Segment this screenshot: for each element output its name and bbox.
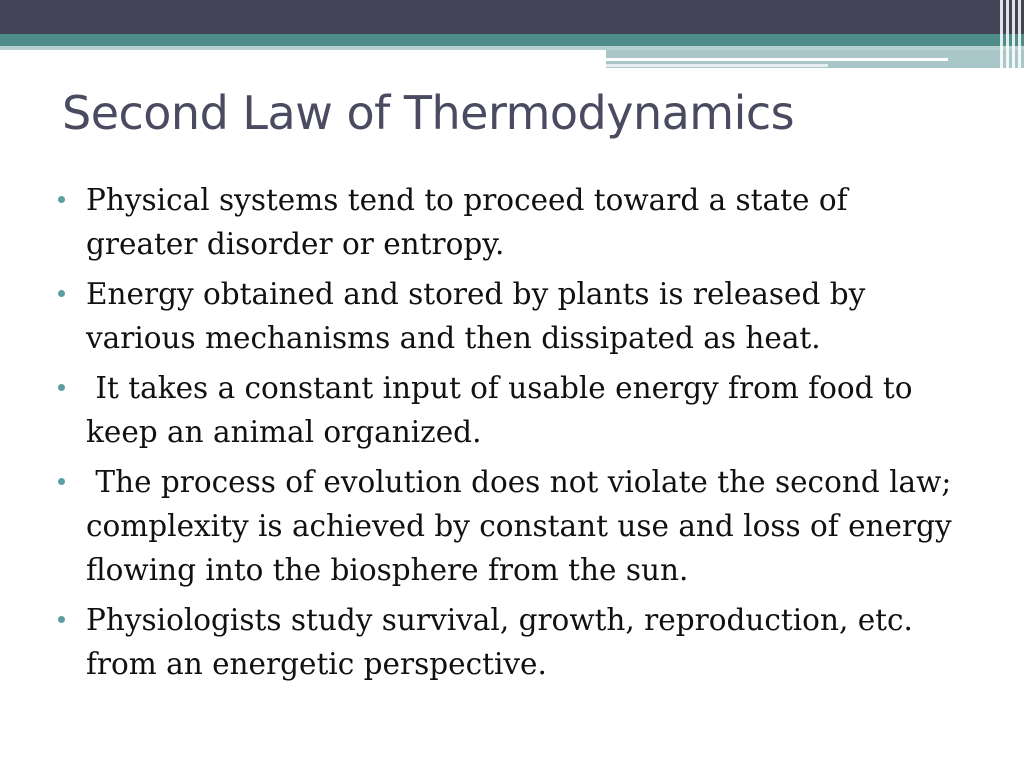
bullet-text: It takes a constant input of usable energy from food to keep an animal organized. — [86, 371, 922, 449]
bullet-list — [56, 178, 962, 692]
bullet-item — [56, 178, 956, 266]
bullet-item — [56, 272, 956, 360]
bullet-item — [56, 460, 962, 592]
bullet-dot-icon — [58, 290, 65, 297]
header-stripes — [996, 0, 1024, 70]
bullet-dot-icon — [58, 196, 65, 203]
bullet-item — [56, 598, 956, 686]
bullet-dot-icon — [58, 616, 65, 623]
header-tab-line — [606, 58, 948, 61]
bullet-dot-icon — [58, 478, 65, 485]
bullet-item — [56, 366, 956, 454]
bullet-text: Energy obtained and stored by plants is released by various mechanisms and then dissipated as heat. — [86, 277, 866, 355]
bullet-text: The process of evolution does not violate the second law; complexity is achieved by constant use and loss of energy flowing into the biosphere from the sun. — [86, 465, 962, 587]
bullet-text: Physical systems tend to proceed toward a state of greater disorder or entropy. — [86, 183, 848, 261]
header-band-dark — [0, 0, 1024, 34]
header-tab-line-secondary — [606, 64, 828, 67]
header-band-teal — [0, 34, 1024, 46]
bullet-text: Physiologists study survival, growth, reproduction, etc. from an energetic perspective. — [86, 603, 913, 681]
slide-title: Second Law of Thermodynamics — [62, 86, 795, 140]
bullet-dot-icon — [58, 384, 65, 391]
